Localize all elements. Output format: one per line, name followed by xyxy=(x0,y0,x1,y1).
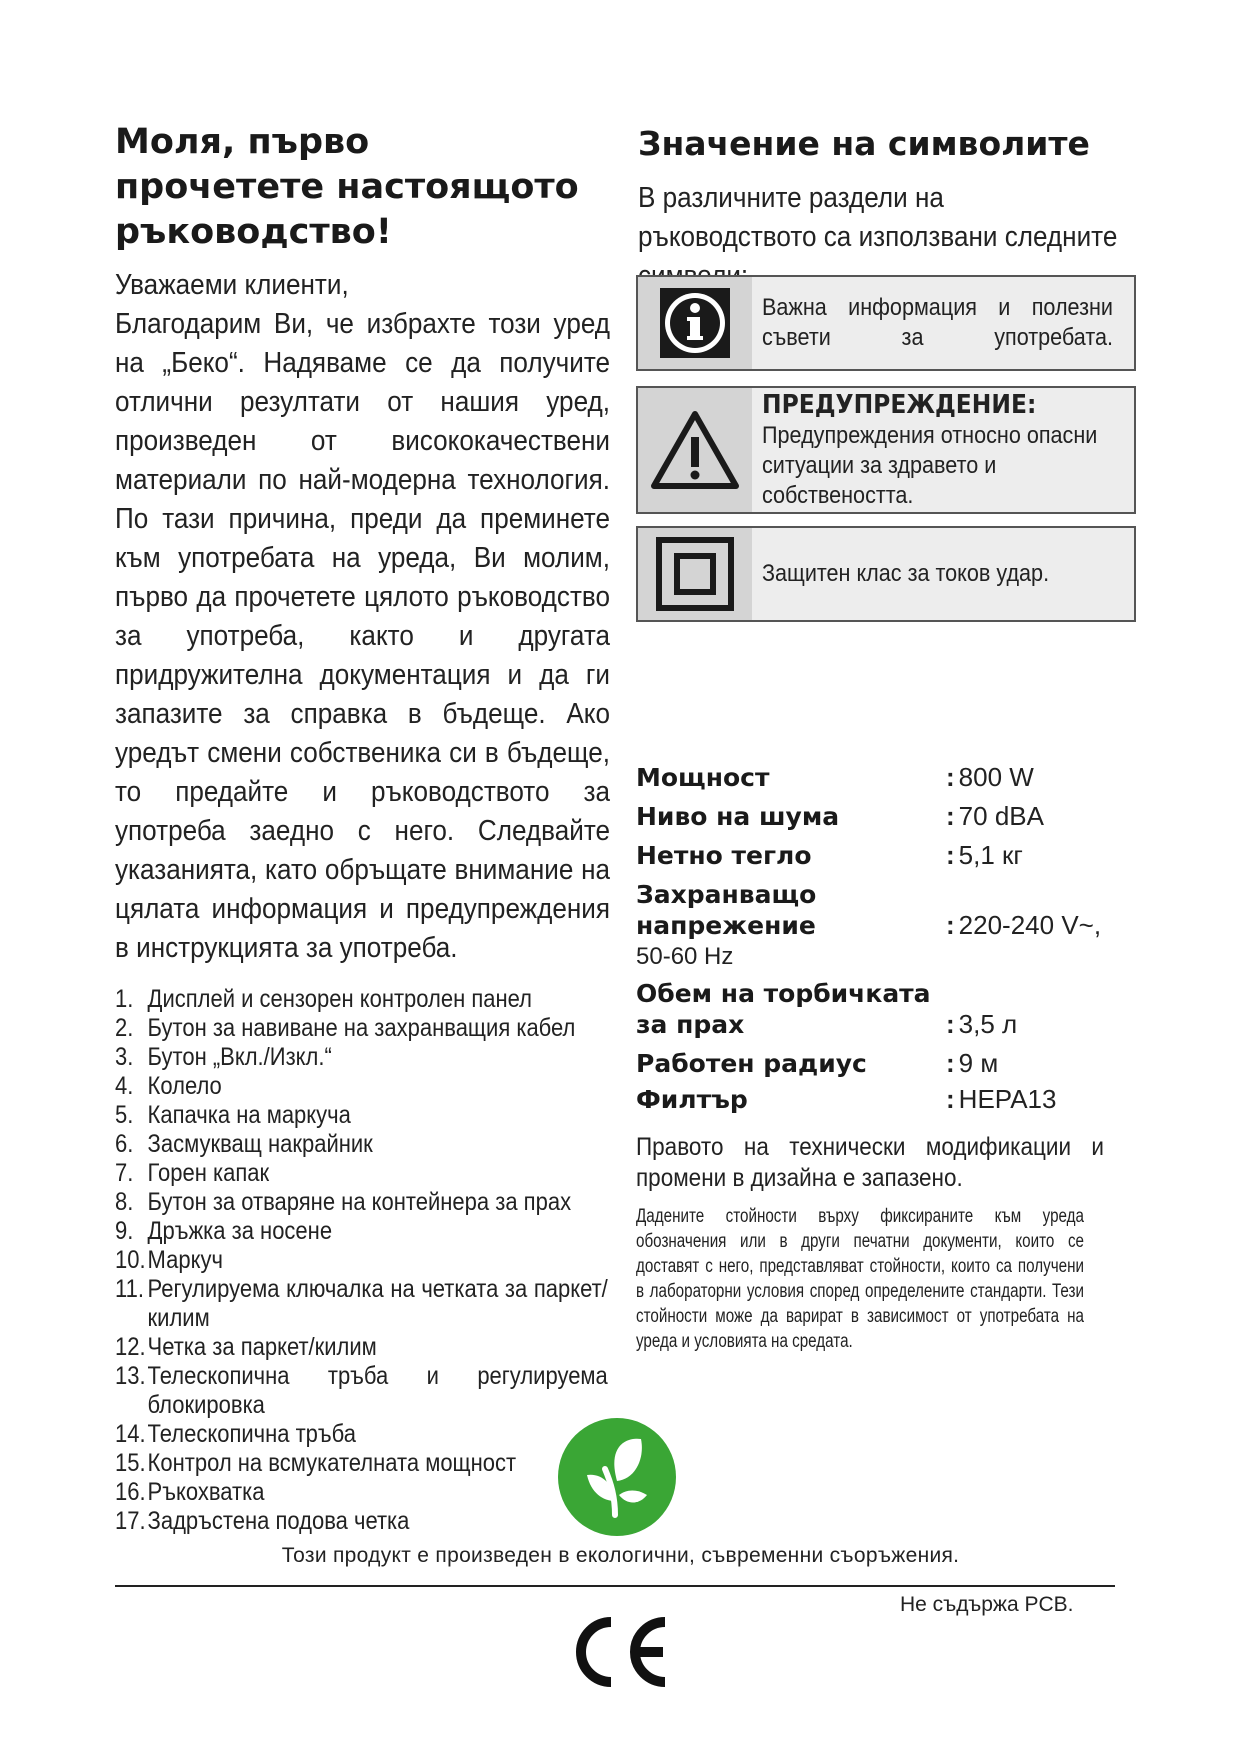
item-text: Капачка на маркуча xyxy=(147,1101,351,1129)
intro-section xyxy=(115,266,610,968)
footer-divider xyxy=(115,1585,1115,1587)
spec-label: Ниво на шума xyxy=(636,802,840,831)
item-text: Бутон за навиване на захранващия кабел xyxy=(147,1014,576,1042)
list-item xyxy=(115,1478,608,1507)
item-text: Задръстена подова четка xyxy=(147,1507,410,1535)
item-number: 11. xyxy=(115,1275,144,1303)
list-item xyxy=(115,1014,608,1043)
item-number: 1. xyxy=(115,985,134,1013)
symbol-info-text: Важна информация и полезни съвети за употребата. xyxy=(762,294,1113,351)
item-number: 4. xyxy=(115,1072,134,1100)
list-item xyxy=(115,1420,608,1449)
item-number: 8. xyxy=(115,1188,134,1216)
info-icon xyxy=(638,277,752,369)
values-note: Дадените стойности върху фиксираните към уреда обозначения или в други печатни документи, които се доставят с него, представляват стойности, които са получени в лабораторни условия според определените стандарти. Тези стойности може да варират в зависимост от употребата на уреда и условията на средата. xyxy=(636,1206,1084,1352)
spec-label: Обем на торбичката за прах xyxy=(636,979,931,1039)
item-text: Ръкохватка xyxy=(147,1478,265,1506)
item-text: Телескопична тръба xyxy=(147,1420,357,1448)
list-item xyxy=(115,985,608,1014)
list-item xyxy=(115,1217,608,1246)
title-line-3: ръководство! xyxy=(115,212,392,252)
item-text: Дисплей и сензорен контролен панел xyxy=(147,985,533,1013)
item-number: 10. xyxy=(115,1246,146,1274)
spec-label: Мощност xyxy=(636,763,770,792)
warning-icon xyxy=(638,388,752,512)
item-number: 6. xyxy=(115,1130,134,1158)
item-number: 14. xyxy=(115,1420,146,1448)
spec-value: : 9 м xyxy=(946,1048,999,1078)
modification-rights: Правото на технически модификации и промени в дизайна е запазено. xyxy=(636,1133,1104,1192)
eco-leaf-icon xyxy=(557,1417,677,1537)
spec-value: : HEPA13 xyxy=(946,1084,1057,1114)
specs-table xyxy=(636,762,1136,1112)
spec-label: Захранващо напрежение xyxy=(636,880,817,940)
symbol-warning-text: Предупреждения относно опасни ситуации за здравето и собствеността. xyxy=(762,422,1098,509)
list-item xyxy=(115,1101,608,1130)
symbol-warning-box xyxy=(636,386,1136,514)
list-item xyxy=(115,1507,608,1536)
page-title xyxy=(115,120,635,255)
item-number: 12. xyxy=(115,1333,146,1361)
list-item xyxy=(115,1188,608,1217)
item-text: Контрол на всмукателната мощност xyxy=(147,1449,517,1477)
item-text: Засмукващ накрайник xyxy=(147,1130,373,1158)
list-item xyxy=(115,1362,608,1420)
spec-value: : 800 W xyxy=(946,762,1034,792)
item-text: Дръжка за носене xyxy=(147,1217,333,1245)
class-ii-icon xyxy=(638,528,752,620)
item-number: 3. xyxy=(115,1043,134,1071)
spec-value: : 220-240 V~, xyxy=(946,910,1102,940)
spec-label: Нетно тегло xyxy=(636,841,812,870)
title-line-2: прочетете настоящото xyxy=(115,167,579,207)
ce-mark-icon xyxy=(565,1614,671,1690)
item-text: Колело xyxy=(147,1072,222,1100)
spec-label: Филтър xyxy=(636,1085,748,1114)
symbols-title: Значение на символите xyxy=(638,124,1090,163)
symbol-class-ii-box xyxy=(636,526,1136,622)
title-line-1: Моля, първо xyxy=(115,122,370,162)
item-text: Телескопична тръба и регулируема блокировка xyxy=(147,1362,608,1419)
spec-label: Работен радиус xyxy=(636,1049,867,1078)
item-text: Регулируема ключалка на четката за паркет/килим xyxy=(147,1275,608,1332)
item-number: 17. xyxy=(115,1507,146,1535)
list-item xyxy=(115,1072,608,1101)
item-number: 9. xyxy=(115,1217,134,1245)
spec-value: : 5,1 кг xyxy=(946,840,1023,870)
list-item xyxy=(115,1043,608,1072)
spec-value: : 3,5 л xyxy=(946,1009,1018,1039)
intro-body: Благодарим Ви, че избрахте този уред на „Беко“. Надяваме се да получите отлични резултати от нашия уред, произведен от висококачествени материали по най-модерна технология. По тази причина, преди да преминете към употребата на уреда, Ви молим, първо да прочетете цялото ръководство за употреба, както и другата придружителна документация и да ги запазите за справка в бъдеще. Ако уредът смени собственика си в бъдеще, то предайте и ръководството за употреба заедно с него. Следвайте указанията, като обръщате внимание на цялата информация и предупреждения в инструкцията за употреба. xyxy=(115,308,610,964)
item-text: Маркуч xyxy=(147,1246,223,1274)
pcb-free-text: Не съдържа PCB. xyxy=(900,1593,1074,1616)
eco-production-text: Този продукт е произведен в екологични, съвременни съоръжения. xyxy=(281,1544,960,1567)
item-number: 13. xyxy=(115,1362,146,1390)
list-item xyxy=(115,1275,608,1333)
symbol-class-ii-text: Защитен клас за токов удар. xyxy=(762,560,1050,587)
item-text: Бутон „Вкл./Изкл.“ xyxy=(147,1043,332,1071)
symbols-intro: В различните раздели на ръководството са използвани следните xyxy=(638,182,1118,253)
spec-value: : 70 dBA xyxy=(946,801,1044,831)
symbol-info-box xyxy=(636,275,1136,371)
list-item xyxy=(115,1246,608,1275)
symbol-warning-heading: ПРЕДУПРЕЖДЕНИЕ: xyxy=(762,390,1037,420)
item-number: 16. xyxy=(115,1478,146,1506)
item-number: 7. xyxy=(115,1159,134,1187)
list-item xyxy=(115,1130,608,1159)
item-number: 5. xyxy=(115,1101,134,1129)
list-item xyxy=(115,1449,608,1478)
list-item xyxy=(115,1333,608,1362)
item-number: 15. xyxy=(115,1449,146,1477)
item-number: 2. xyxy=(115,1014,134,1042)
item-text: Горен капак xyxy=(147,1159,270,1187)
item-text: Четка за паркет/килим xyxy=(147,1333,377,1361)
item-text: Бутон за отваряне на контейнера за прах xyxy=(147,1188,572,1216)
spec-value-sub: 50-60 Hz xyxy=(636,943,734,970)
intro-greeting: Уважаеми клиенти, xyxy=(115,269,349,301)
parts-list xyxy=(115,985,608,1536)
list-item xyxy=(115,1159,608,1188)
